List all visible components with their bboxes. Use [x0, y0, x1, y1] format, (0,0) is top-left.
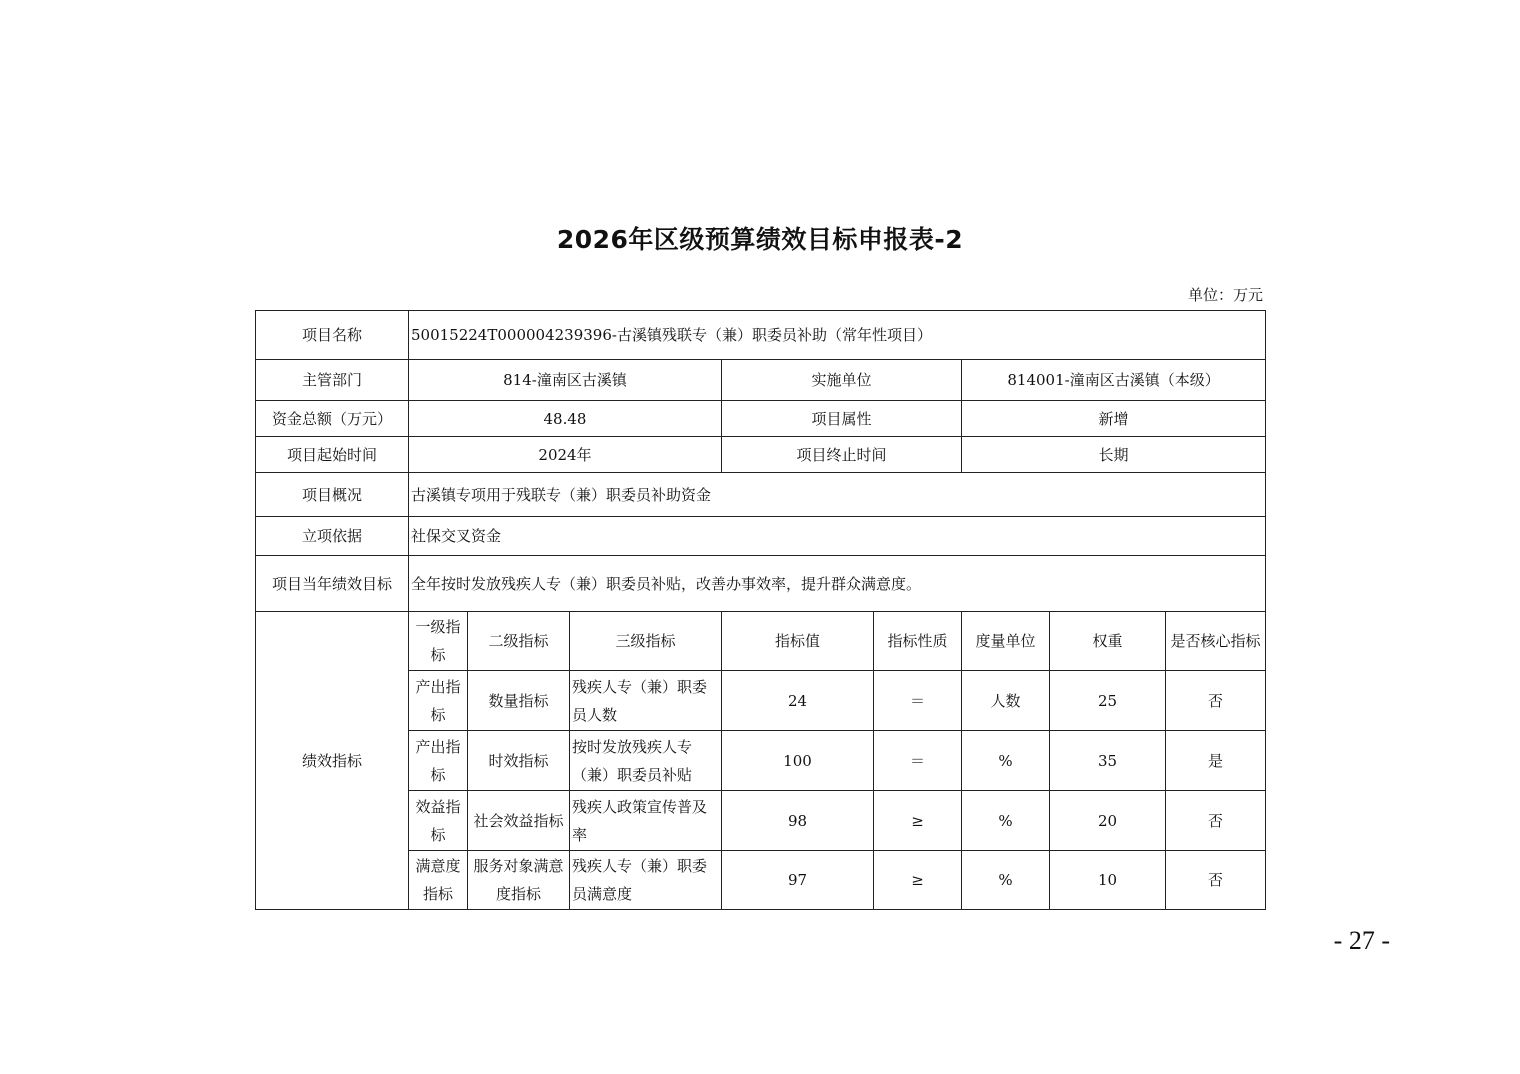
header-weight: 权重	[1050, 612, 1166, 671]
indicator-level2: 数量指标	[468, 671, 570, 731]
header-unit: 度量单位	[962, 612, 1050, 671]
page-number: - 27 -	[1333, 926, 1390, 955]
indicator-level1: 产出指标	[409, 731, 468, 791]
indicator-unit: %	[962, 851, 1050, 910]
indicator-unit: 人数	[962, 671, 1050, 731]
indicator-nature: ≥	[874, 851, 962, 910]
funds-label: 资金总额（万元）	[256, 401, 409, 437]
indicator-nature: ＝	[874, 731, 962, 791]
indicator-weight: 25	[1050, 671, 1166, 731]
indicators-label: 绩效指标	[256, 612, 409, 910]
indicator-value: 98	[722, 791, 874, 851]
header-level3: 三级指标	[570, 612, 722, 671]
row-time	[256, 437, 1266, 473]
indicator-level2: 社会效益指标	[468, 791, 570, 851]
indicator-weight: 20	[1050, 791, 1166, 851]
indicator-value: 24	[722, 671, 874, 731]
indicator-header-row	[256, 612, 1266, 671]
indicator-value: 100	[722, 731, 874, 791]
header-level2: 二级指标	[468, 612, 570, 671]
indicator-level3: 残疾人专（兼）职委员满意度	[570, 851, 722, 910]
row-project-name	[256, 311, 1266, 360]
basis-value: 社保交叉资金	[409, 517, 1266, 556]
indicator-weight: 10	[1050, 851, 1166, 910]
overview-label: 项目概况	[256, 473, 409, 517]
indicator-level1: 效益指标	[409, 791, 468, 851]
row-overview	[256, 473, 1266, 517]
indicator-value: 97	[722, 851, 874, 910]
indicator-core: 否	[1166, 671, 1266, 731]
impl-value: 814001-潼南区古溪镇（本级）	[962, 360, 1266, 401]
basis-label: 立项依据	[256, 517, 409, 556]
attr-value: 新增	[962, 401, 1266, 437]
end-label: 项目终止时间	[722, 437, 962, 473]
header-core: 是否核心指标	[1166, 612, 1266, 671]
project-name-value: 50015224T000004239396-古溪镇残联专（兼）职委员补助（常年性项目）	[409, 311, 1266, 360]
indicator-level2: 服务对象满意度指标	[468, 851, 570, 910]
dept-label: 主管部门	[256, 360, 409, 401]
indicator-nature: ≥	[874, 791, 962, 851]
row-goal	[256, 556, 1266, 612]
header-value: 指标值	[722, 612, 874, 671]
attr-label: 项目属性	[722, 401, 962, 437]
indicator-unit: %	[962, 791, 1050, 851]
header-level1: 一级指标	[409, 612, 468, 671]
dept-value: 814-潼南区古溪镇	[409, 360, 722, 401]
page-title: 2026年区级预算绩效目标申报表-2	[556, 225, 964, 254]
indicator-core: 是	[1166, 731, 1266, 791]
indicator-level1: 满意度指标	[409, 851, 468, 910]
row-dept	[256, 360, 1266, 401]
end-value: 长期	[962, 437, 1266, 473]
funds-value: 48.48	[409, 401, 722, 437]
indicator-core: 否	[1166, 851, 1266, 910]
indicator-level2: 时效指标	[468, 731, 570, 791]
indicator-level1: 产出指标	[409, 671, 468, 731]
goal-value: 全年按时发放残疾人专（兼）职委员补贴，改善办事效率，提升群众满意度。	[409, 556, 1266, 612]
row-funds	[256, 401, 1266, 437]
indicator-level3: 残疾人政策宣传普及率	[570, 791, 722, 851]
budget-performance-table	[255, 310, 1266, 910]
impl-label: 实施单位	[722, 360, 962, 401]
goal-label: 项目当年绩效目标	[256, 556, 409, 612]
indicator-nature: ＝	[874, 671, 962, 731]
indicator-unit: %	[962, 731, 1050, 791]
unit-label: 单位：万元	[1187, 286, 1263, 304]
indicator-core: 否	[1166, 791, 1266, 851]
indicator-level3: 残疾人专（兼）职委员人数	[570, 671, 722, 731]
header-nature: 指标性质	[874, 612, 962, 671]
indicator-level3: 按时发放残疾人专（兼）职委员补贴	[570, 731, 722, 791]
start-label: 项目起始时间	[256, 437, 409, 473]
indicator-weight: 35	[1050, 731, 1166, 791]
start-value: 2024年	[409, 437, 722, 473]
overview-value: 古溪镇专项用于残联专（兼）职委员补助资金	[409, 473, 1266, 517]
row-basis	[256, 517, 1266, 556]
project-name-label: 项目名称	[256, 311, 409, 360]
